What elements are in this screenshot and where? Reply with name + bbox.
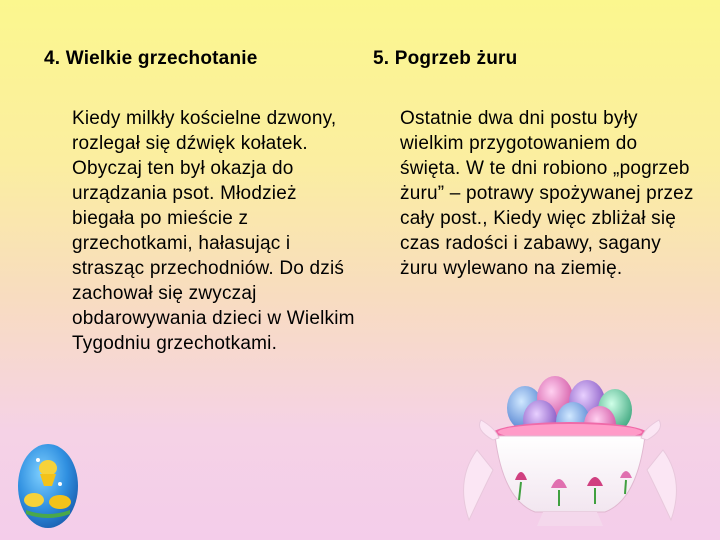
section-5-text: Ostatnie dwa dni postu były wielkim przygotowaniem do święta. W te dni robiono „pogrzeb żuru” – potrawy spożywanej przez cały post., Kiedy więc zbliżał się czas radości i zabawy, sagany żuru wylewano na ziemię. (400, 108, 694, 279)
section-4-text: Kiedy milkły kościelne dzwony, rozlegał się dźwięk kołatek. Obyczaj ten był okazja do urządzania psot. Młodzież biegała po mieście z grzechotkami, hałasując i strasząc przechodniów. Do dziś zachował się zwyczaj obdarowywania dzieci w Wielkim Tygodniu grzechotkami. (72, 108, 355, 354)
section-5-heading: 5. Pogrzeb żuru (373, 48, 518, 69)
section-4-heading: 4. Wielkie grzechotanie (44, 48, 258, 69)
easter-egg-icon (14, 438, 82, 530)
easter-basket-icon (455, 370, 685, 540)
